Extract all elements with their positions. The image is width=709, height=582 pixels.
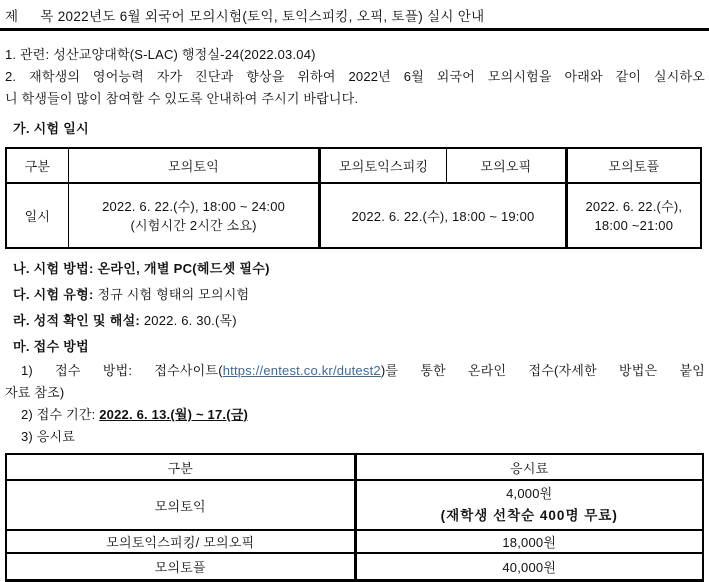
fee-speaking-opic-name: 모의토익스피킹/ 모의오픽 <box>6 530 355 553</box>
subject-label: 제 <box>5 9 19 24</box>
score-check-text: 2022. 6. 30.(목) <box>140 313 237 328</box>
schedule-header-toefl: 모의토플 <box>566 148 701 183</box>
schedule-row-label: 일시 <box>6 183 68 248</box>
exam-type-text: 정규 시험 형태의 모의시험 <box>93 287 250 302</box>
fee-toeic-name: 모의토익 <box>6 480 355 530</box>
fee-speaking-opic-amount: 18,000원 <box>355 530 703 553</box>
fee-toefl-name: 모의토플 <box>6 553 355 581</box>
schedule-header-category: 구분 <box>6 148 68 183</box>
schedule-toeic-datetime <box>68 183 319 248</box>
toeic-datetime-line1: 2022. 6. 22.(수), 18:00 ~ 24:00 <box>102 198 286 214</box>
fee-row-toeic <box>6 480 703 530</box>
fee-toeic-amount <box>355 480 703 530</box>
schedule-header-toeic-speaking: 모의토익스피킹 <box>320 148 447 183</box>
fee-toeic-amount-value: 4,000원 <box>506 486 553 501</box>
fee-table <box>5 453 704 582</box>
registration-site-link[interactable]: https://entest.co.kr/dutest2 <box>222 363 381 378</box>
registration-method-line <box>21 360 705 382</box>
schedule-speaking-opic-datetime: 2022. 6. 22.(수), 18:00 ~ 19:00 <box>320 183 566 248</box>
schedule-table <box>5 147 702 249</box>
schedule-header-row <box>6 148 701 183</box>
fee-toeic-free-note: (재학생 선착순 400명 무료) <box>440 508 618 523</box>
section-exam-datetime: 가. 시험 일시 <box>13 121 90 136</box>
toefl-datetime-line1: 2022. 6. 22.(수), <box>585 198 683 214</box>
schedule-header-toeic: 모의토익 <box>68 148 319 183</box>
registration-period-date: 2022. 6. 13.(월) ~ 17.(금) <box>99 407 249 422</box>
related-line: 1. 관련: 성산교양대학(S-LAC) 행정실-24(2022.03.04) <box>5 47 316 62</box>
schedule-header-opic: 모의오픽 <box>447 148 567 183</box>
document-title <box>0 0 709 31</box>
exam-type-label: 다. 시험 유형: <box>13 287 94 302</box>
schedule-data-row <box>6 183 701 248</box>
intro-line-2: 니 학생들이 많이 참여할 수 있도록 안내하여 주시기 바랍니다. <box>5 91 359 106</box>
fee-toefl-amount: 40,000원 <box>355 553 703 581</box>
section-registration: 마. 접수 방법 <box>13 339 90 354</box>
section-exam-method: 나. 시험 방법: 온라인, 개별 PC(헤드셋 필수) <box>13 261 270 276</box>
registration-method-suffix: )를 통한 온라인 접수(자세한 방법은 붙임 <box>380 363 706 378</box>
subject-text: 목 2022년도 6월 외국어 모의시험(토익, 토익스피킹, 오픽, 토플) 실시 안내 <box>40 9 485 24</box>
registration-period-line <box>21 404 709 426</box>
registration-method-prefix: 1) 접수 방법: 접수사이트( <box>21 363 223 378</box>
section-score-check <box>13 308 709 334</box>
registration-period-prefix: 2) 접수 기간: <box>21 407 100 422</box>
intro-line-1: 2. 재학생의 영어능력 자가 진단과 향상을 위하여 2022년 6월 외국어 모의시험을 아래와 같이 실시하오 <box>5 69 705 84</box>
schedule-toefl-datetime <box>566 183 701 248</box>
fee-header-amount: 응시료 <box>355 454 703 480</box>
toefl-datetime-line2: 18:00 ~21:00 <box>594 217 674 233</box>
fee-header-row <box>6 454 703 480</box>
section-exam-type <box>13 282 709 308</box>
toeic-datetime-line2: (시험시간 2시간 소요) <box>130 217 257 233</box>
fee-section-label: 3) 응시료 <box>21 429 76 444</box>
score-check-label: 라. 성적 확인 및 해설: <box>13 313 141 328</box>
fee-row-toefl <box>6 553 703 581</box>
fee-row-speaking-opic <box>6 530 703 553</box>
registration-method-continued: 자료 참조) <box>5 385 65 400</box>
fee-header-category: 구분 <box>6 454 355 480</box>
